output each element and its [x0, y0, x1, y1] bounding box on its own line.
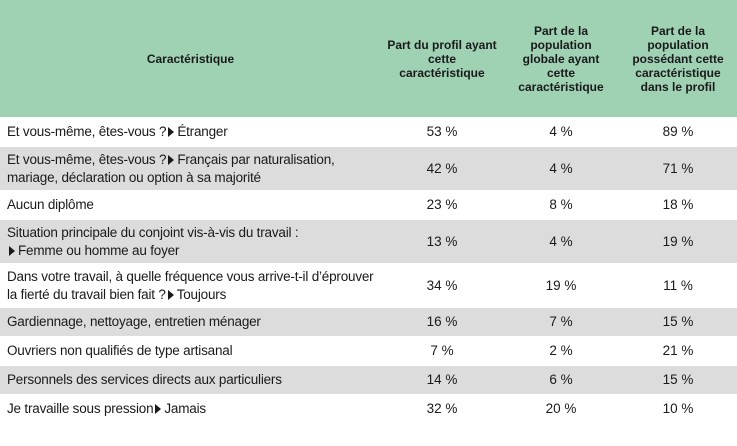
- value-profile-share: 34 %: [381, 264, 503, 308]
- row-label: Je travaille sous pression Jamais: [0, 395, 381, 424]
- value-share-in-profile: 89 %: [619, 118, 737, 147]
- value-profile-share: 42 %: [381, 147, 503, 191]
- table-row: [0, 366, 737, 395]
- value-share-in-profile: 71 %: [619, 147, 737, 191]
- row-label: Ouvriers non qualifiés de type artisanal: [0, 337, 381, 366]
- value-share-in-profile: 21 %: [619, 337, 737, 366]
- triangle-right-icon: [168, 155, 174, 165]
- table-row: [0, 308, 737, 337]
- value-profile-share: 23 %: [381, 191, 503, 220]
- header-profile-share: Part du profil ayant cette caractéristique: [381, 0, 503, 118]
- header-row: [0, 0, 737, 118]
- value-population-share: 4 %: [503, 118, 619, 147]
- triangle-right-icon: [168, 290, 174, 300]
- row-label: Gardiennage, nettoyage, entretien ménager: [0, 308, 381, 337]
- row-label: Et vous-même, êtes-vous ? Français par naturalisation, mariage, déclaration ou option à sa majorité: [0, 147, 381, 191]
- triangle-right-icon: [168, 127, 174, 137]
- table-row: [0, 337, 737, 366]
- value-population-share: 19 %: [503, 264, 619, 308]
- table-row: [0, 147, 737, 191]
- value-share-in-profile: 10 %: [619, 395, 737, 424]
- header-population-share: Part de la population globale ayant cette caractéristique: [503, 0, 619, 118]
- value-profile-share: 14 %: [381, 366, 503, 395]
- value-population-share: 20 %: [503, 395, 619, 424]
- triangle-right-icon: [155, 404, 161, 414]
- value-profile-share: 7 %: [381, 337, 503, 366]
- value-share-in-profile: 15 %: [619, 366, 737, 395]
- value-population-share: 7 %: [503, 308, 619, 337]
- row-label: Situation principale du conjoint vis-à-vis du travail : Femme ou homme au foyer: [0, 220, 381, 264]
- header-share-in-profile: Part de la population possédant cette caractéristique dans le profil: [619, 0, 737, 118]
- value-population-share: 8 %: [503, 191, 619, 220]
- value-share-in-profile: 18 %: [619, 191, 737, 220]
- value-profile-share: 16 %: [381, 308, 503, 337]
- value-share-in-profile: 15 %: [619, 308, 737, 337]
- table-row: [0, 220, 737, 264]
- value-population-share: 4 %: [503, 147, 619, 191]
- row-label: Personnels des services directs aux particuliers: [0, 366, 381, 395]
- value-profile-share: 53 %: [381, 118, 503, 147]
- value-share-in-profile: 11 %: [619, 264, 737, 308]
- row-label: Aucun diplôme: [0, 191, 381, 220]
- row-label: Dans votre travail, à quelle fréquence vous arrive-t-il d’éprouver la fierté du travail bien fait ? Toujours: [0, 264, 381, 308]
- header-characteristic: Caractéristique: [0, 0, 381, 118]
- triangle-right-icon: [9, 246, 15, 256]
- value-population-share: 2 %: [503, 337, 619, 366]
- table-row: [0, 118, 737, 147]
- row-label: Et vous-même, êtes-vous ? Étranger: [0, 118, 381, 147]
- table-row: [0, 395, 737, 424]
- value-profile-share: 13 %: [381, 220, 503, 264]
- value-share-in-profile: 19 %: [619, 220, 737, 264]
- value-population-share: 4 %: [503, 220, 619, 264]
- table-row: [0, 264, 737, 308]
- table-row: [0, 191, 737, 220]
- value-profile-share: 32 %: [381, 395, 503, 424]
- value-population-share: 6 %: [503, 366, 619, 395]
